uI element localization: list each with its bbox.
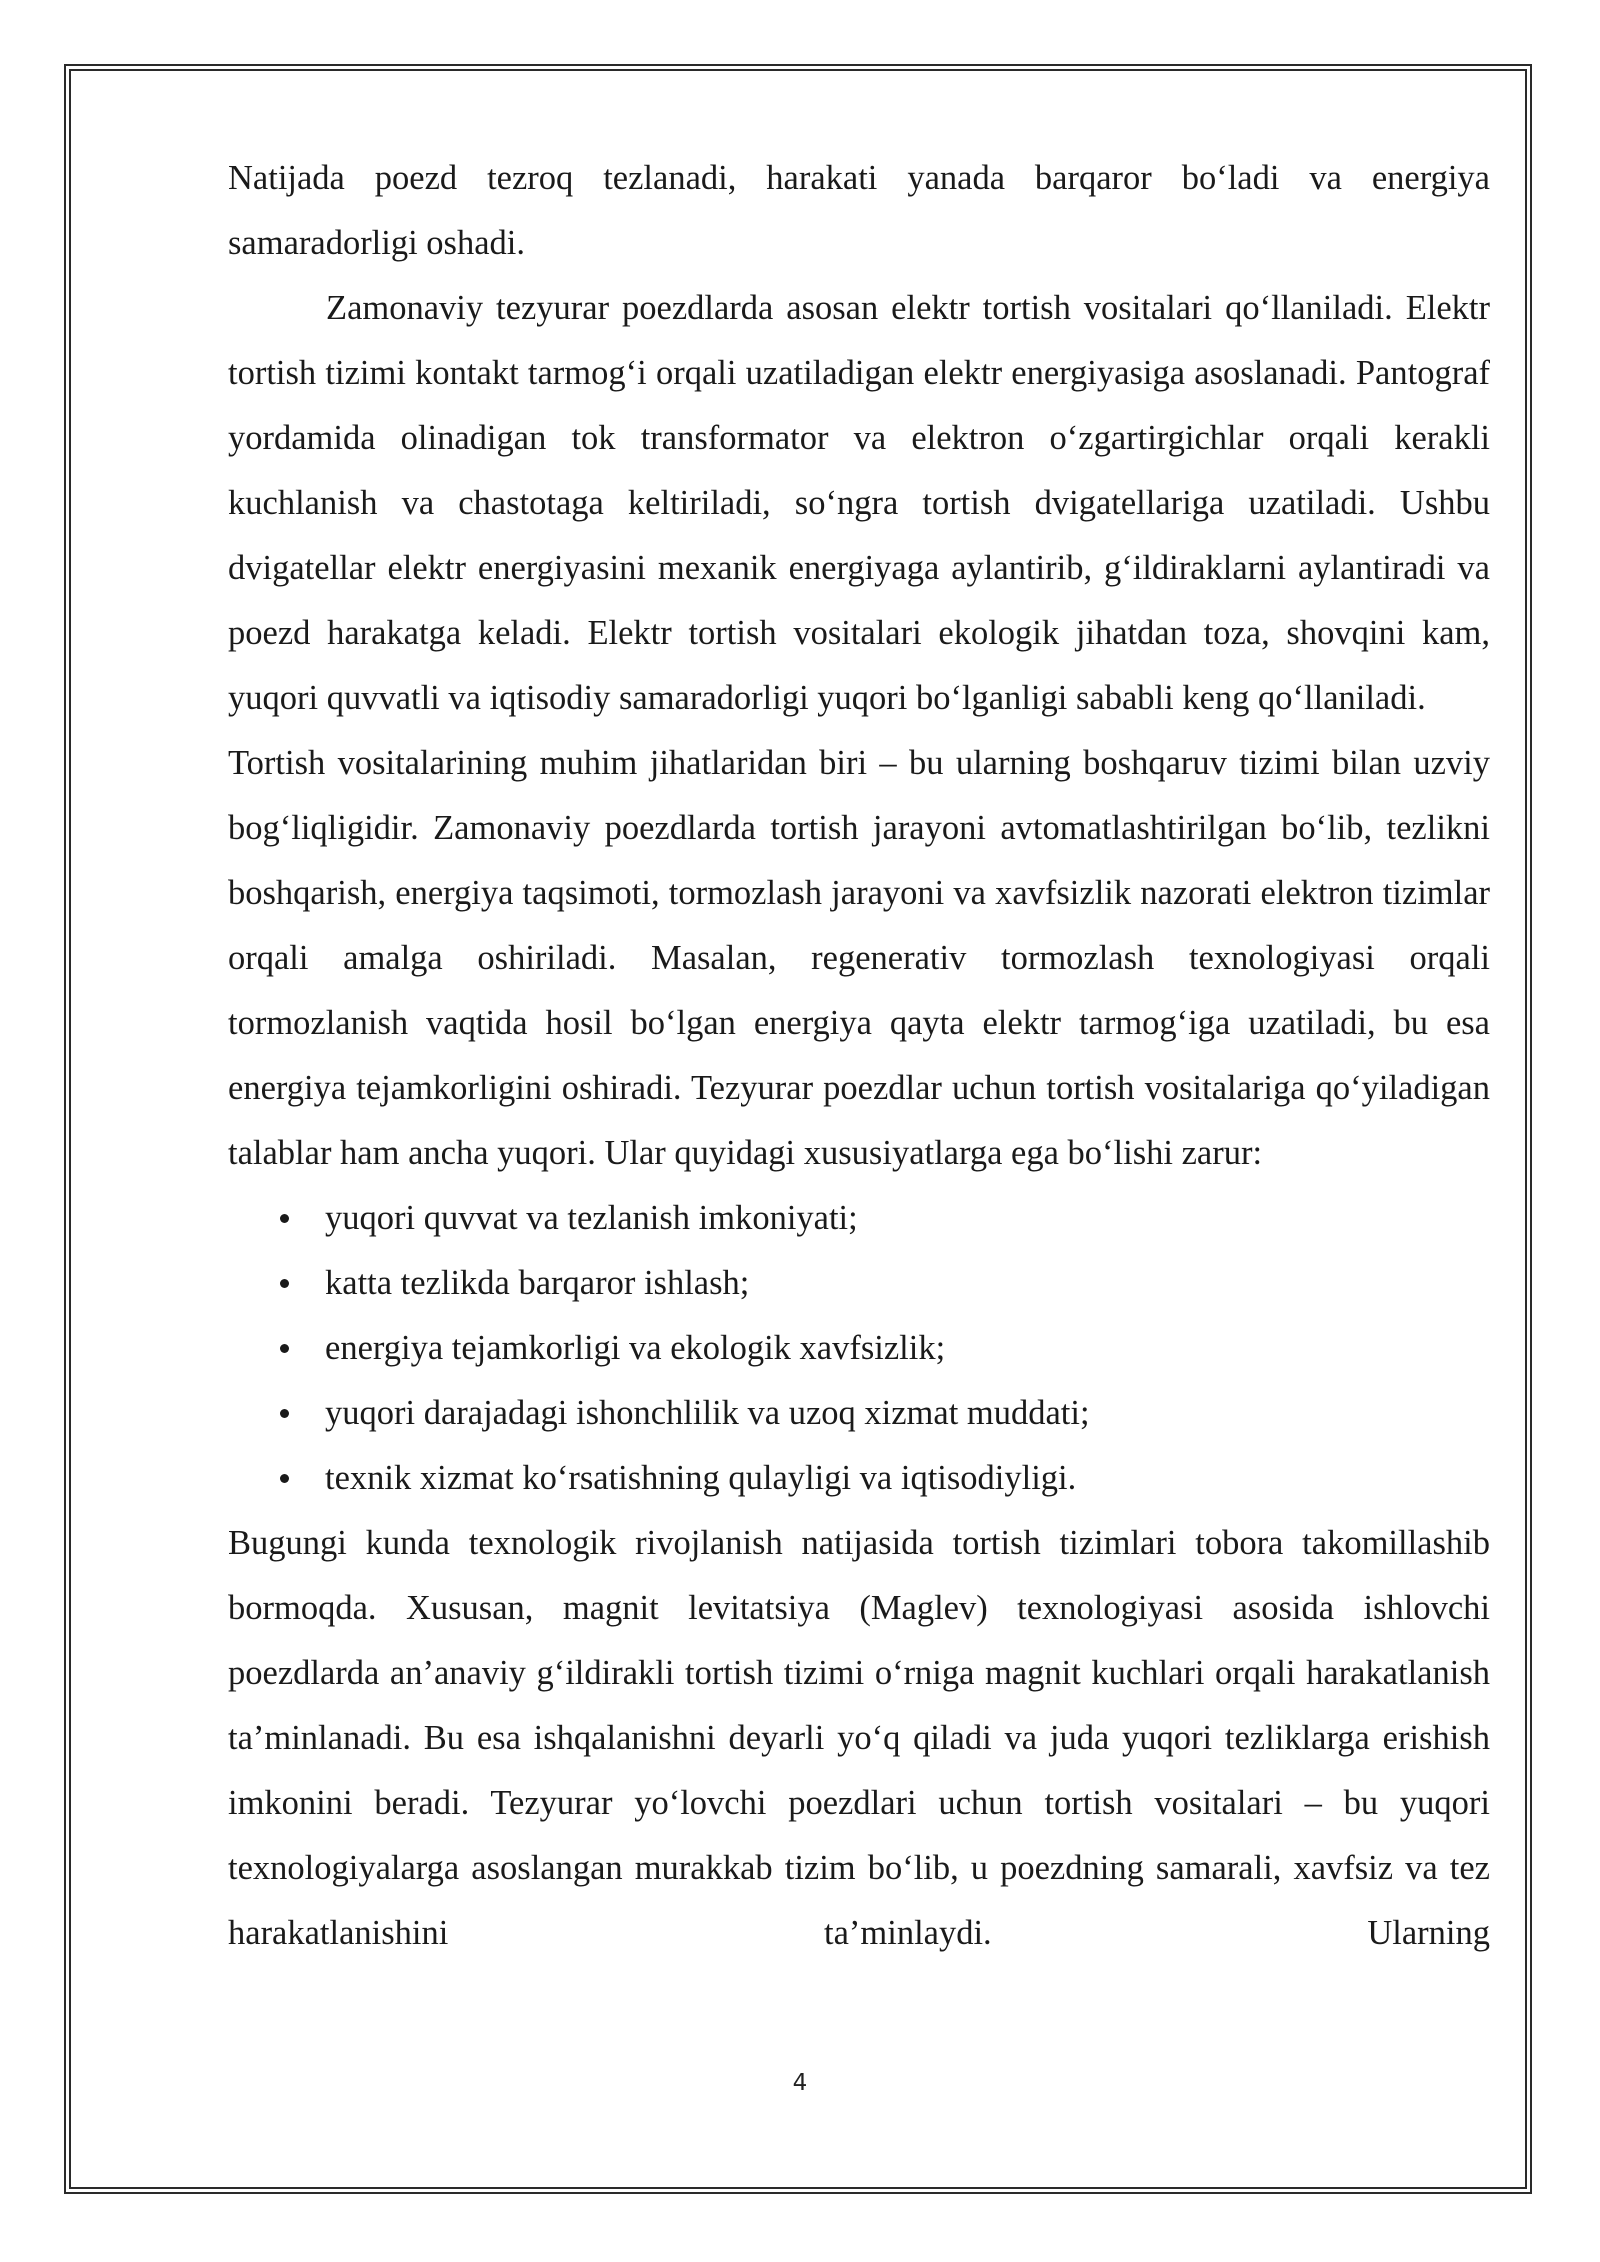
list-item	[228, 1446, 1490, 1511]
list-item-text: katta tezlikda barqaror ishlash;	[325, 1264, 750, 1302]
paragraph-3: Tortish vositalarining muhim jihatlaridan biri – bu ularning boshqaruv tizimi bilan uzviy bog‘liqligidir. Zamonaviy poezdlarda tortish jarayoni avtomatlashtirilgan bo‘lib, tezlikni boshqarish, energiya taqsimoti, tormozlash jarayoni va xavfsizlik nazorati elektron tizimlar orqali amalga oshiriladi. Masalan, regenerativ tormozlash texnologiyasi orqali tormozlanish vaqtida hosil bo‘lgan energiya qayta elektr tarmog‘iga uzatiladi, bu esa energiya tejamkorligini oshiradi. Tezyurar poezdlar uchun tortish vositalariga qo‘yiladigan talablar ham ancha yuqori. Ular quyidagi xususiyatlarga ega bo‘lishi zarur:	[228, 744, 1490, 1172]
list-item-text: energiya tejamkorligi va ekologik xavfsizlik;	[325, 1329, 946, 1367]
paragraph-2: Zamonaviy tezyurar poezdlarda asosan elektr tortish vositalari qo‘llaniladi. Elektr tortish tizimi kontakt tarmog‘i orqali uzatiladigan elektr energiyasiga asoslanadi. Pantograf yordamida olinadigan tok transformator va elektron o‘zgartirgichlar orqali kerakli kuchlanish va chastotaga keltiriladi, so‘ngra tortish dvigatellariga uzatiladi. Ushbu dvigatellar elektr energiyasini mexanik energiyaga aylantirib, g‘ildiraklarni aylantiradi va poezd harakatga keladi. Elektr tortish vositalari ekologik jihatdan toza, shovqini kam, yuqori quvvatli va iqtisodiy samaradorligi yuqori bo‘lganligi sababli keng qo‘llaniladi.	[228, 289, 1490, 717]
list-item	[228, 1186, 1490, 1251]
bullet-icon	[280, 1474, 289, 1483]
bullet-icon	[280, 1279, 289, 1288]
list-item	[228, 1251, 1490, 1316]
list-item-text: texnik xizmat ko‘rsatishning qulayligi va iqtisodiyligi.	[325, 1459, 1077, 1497]
list-item-text: yuqori quvvat va tezlanish imkoniyati;	[325, 1199, 858, 1237]
requirements-list	[228, 1186, 1490, 1511]
bullet-icon	[280, 1409, 289, 1418]
list-item	[228, 1381, 1490, 1446]
list-item-text: yuqori darajadagi ishonchlilik va uzoq xizmat muddati;	[325, 1394, 1090, 1432]
paragraph-1: Natijada poezd tezroq tezlanadi, harakati yanada barqaror bo‘ladi va energiya samaradorligi oshadi.	[228, 159, 1490, 262]
paragraph-4: Bugungi kunda texnologik rivojlanish natijasida tortish tizimlari tobora takomillashib bormoqda. Xususan, magnit levitatsiya (Maglev) texnologiyasi asosida ishlovchi poezdlarda an’anaviy g‘ildirakli tortish tizimi o‘rniga magnit kuchlari orqali harakatlanish ta’minlanadi. Bu esa ishqalanishni deyarli yo‘q qiladi va juda yuqori tezliklarga erishish imkonini beradi. Tezyurar yo‘lovchi poezdlari uchun tortish vositalari – bu yuqori texnologiyalarga asoslangan murakkab tizim bo‘lib, u poezdning samarali, xavfsiz va tez harakatlanishini ta’minlaydi. Ularning	[228, 1524, 1490, 1952]
page-content	[228, 146, 1490, 1966]
page-number: 4	[792, 2070, 808, 2096]
bullet-icon	[280, 1344, 289, 1353]
bullet-icon	[280, 1214, 289, 1223]
list-item	[228, 1316, 1490, 1381]
